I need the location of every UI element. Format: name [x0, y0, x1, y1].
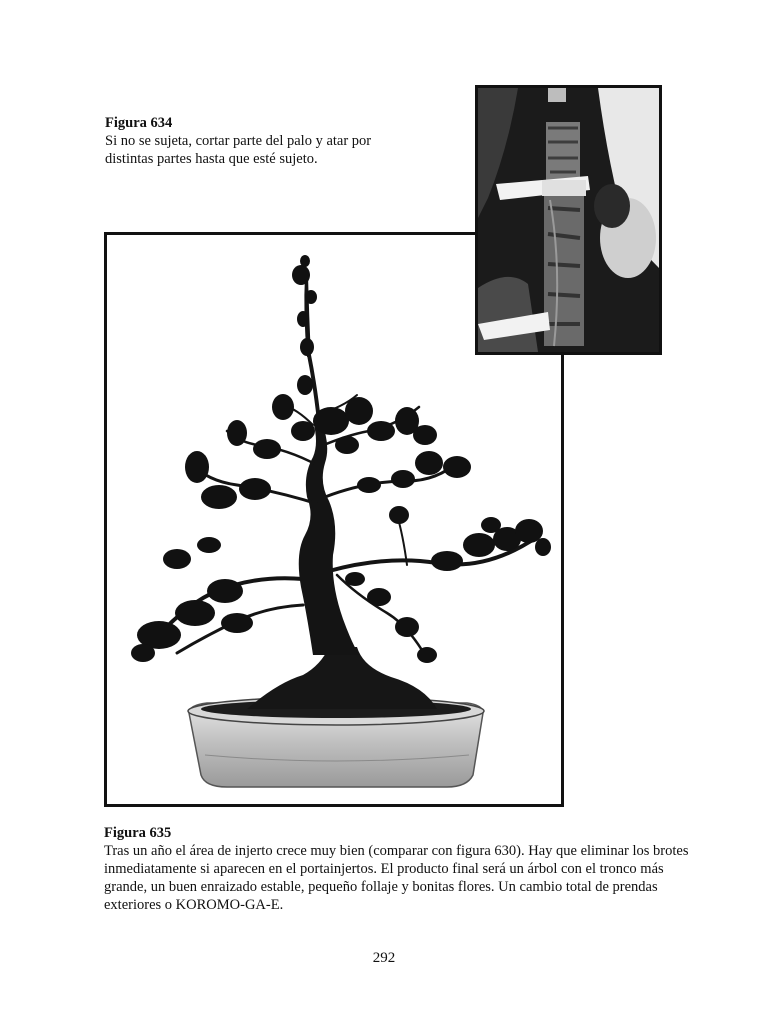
figure-635-text: Tras un año el área de injerto crece muy bien (comparar con figura 630). Hay que eliminar los brotes inmediatamente si aparecen en el portainjertos. El producto final será un árbol con el tronco más grande, un buen enraizado estable, pequeño follaje y bonitas flores. Un cambio total de prendas exteriores o KOROMO-GA-E.: [104, 843, 689, 913]
graft-stick: [544, 88, 584, 346]
bonsai-trunk: [299, 275, 359, 655]
page-number: 292: [372, 950, 396, 966]
graft-closeup-illustration: [478, 88, 659, 352]
figure-634-title: Figura 634: [105, 115, 173, 131]
figure-635-caption: [104, 824, 694, 914]
figure-634-caption: [105, 114, 375, 168]
figure-635-title: Figura 635: [104, 825, 172, 841]
figure-634-text: Si no se sujeta, cortar parte del palo y atar por distintas partes hasta que esté sujeto.: [105, 133, 372, 167]
graft-closeup-photo: [475, 85, 662, 355]
bonsai-pot: [188, 697, 484, 787]
